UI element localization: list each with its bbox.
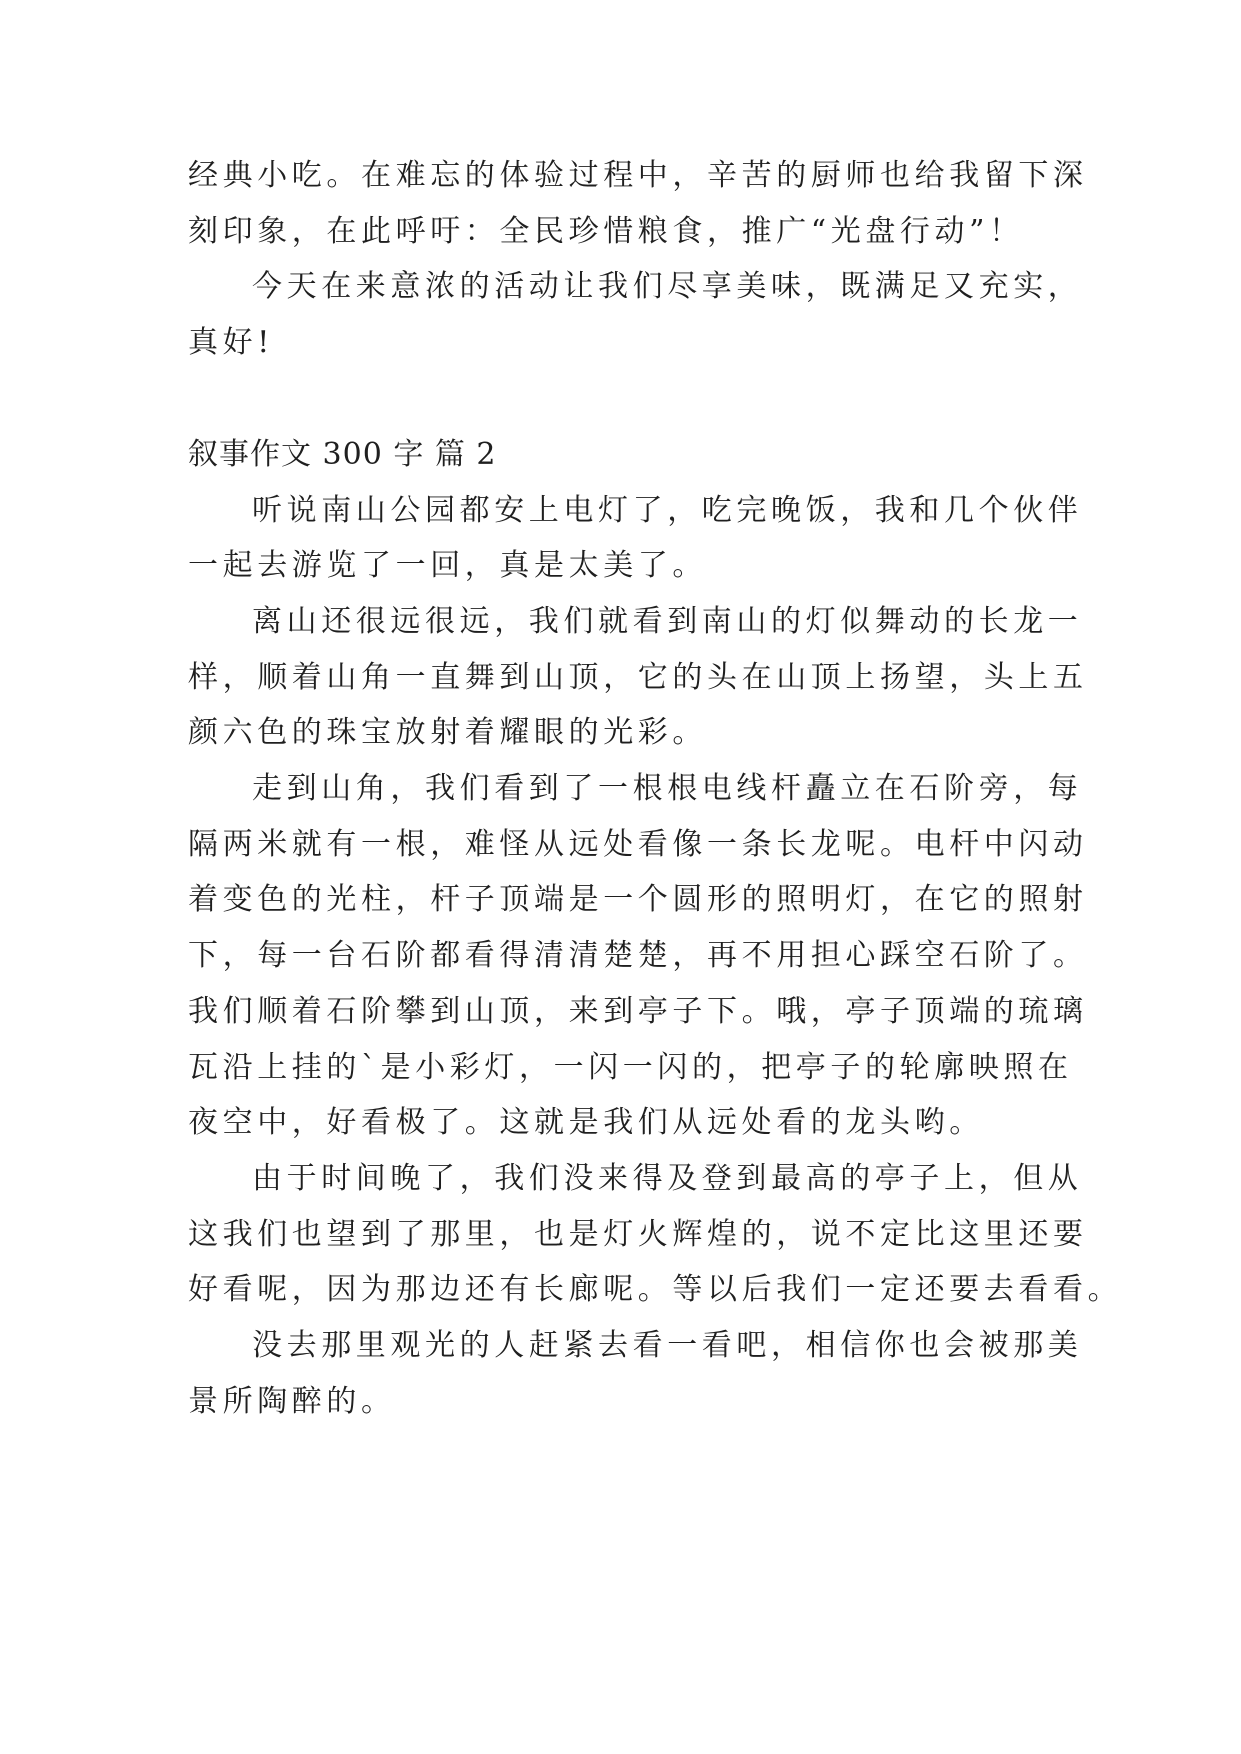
- paragraph-line: 瓦沿上挂的`是小彩灯，一闪一闪的，把亭子的轮廓映照在: [188, 1049, 1073, 1085]
- paragraph-line: 由于时间晚了，我们没来得及登到最高的亭子上，但从: [252, 1160, 1083, 1196]
- paragraph: [188, 594, 1088, 761]
- paragraph-line: 没去那里观光的人赶紧去看一看吧，相信你也会被那美: [252, 1328, 1083, 1364]
- paragraph-line: 这我们也望到了那里，也是灯火辉煌的，说不定比这里还要: [188, 1216, 1088, 1252]
- paragraph-line: 我们顺着石阶攀到山顶，来到亭子下。哦，亭子顶端的琉璃: [188, 993, 1088, 1029]
- paragraph: [188, 1318, 1083, 1429]
- paragraph-line: 着变色的光柱，杆子顶端是一个圆形的照明灯，在它的照射: [188, 882, 1088, 918]
- paragraph-line: 一起去游览了一回，真是太美了。: [188, 548, 707, 584]
- paragraph-line: 下，每一台石阶都看得清清楚楚，再不用担心踩空石阶了。: [188, 938, 1088, 974]
- document-body: [188, 148, 1123, 1429]
- paragraph-line: 真好!: [188, 325, 274, 361]
- paragraph-line: 离山还很远很远，我们就看到南山的灯似舞动的长龙一: [252, 603, 1083, 639]
- paragraph: [188, 483, 1083, 594]
- section-heading: 叙事作文 300 字 篇 2: [188, 436, 497, 472]
- paragraph-line: 今天在来意浓的活动让我们尽享美味，既满足又充实，: [252, 269, 1083, 305]
- paragraph-line: 走到山角，我们看到了一根根电线杆矗立在石阶旁，每: [252, 771, 1083, 807]
- paragraph-line: 听说南山公园都安上电灯了，吃完晚饭，我和几个伙伴: [252, 492, 1083, 528]
- paragraph: [188, 259, 1083, 370]
- paragraph-line: 颜六色的珠宝放射着耀眼的光彩。: [188, 715, 707, 751]
- paragraph-line: 好看呢，因为那边还有长廊呢。等以后我们一定还要去看看。: [188, 1272, 1123, 1308]
- paragraph-line: 景所陶醉的。: [188, 1383, 396, 1419]
- paragraph-line: 夜空中，好看极了。这就是我们从远处看的龙头哟。: [188, 1105, 984, 1141]
- paragraph-line: 刻印象，在此呼吁：全民珍惜粮食，推广“光盘行动”！: [188, 213, 1024, 249]
- paragraph: [188, 761, 1088, 1151]
- paragraph-line: 样，顺着山角一直舞到山顶，它的头在山顶上扬望，头上五: [188, 659, 1088, 695]
- paragraph-line: 经典小吃。在难忘的体验过程中，辛苦的厨师也给我留下深: [188, 158, 1088, 193]
- paragraph: [188, 1151, 1123, 1318]
- paragraph: [188, 148, 1088, 259]
- paragraph-line: 隔两米就有一根，难怪从远处看像一条长龙呢。电杆中闪动: [188, 826, 1088, 862]
